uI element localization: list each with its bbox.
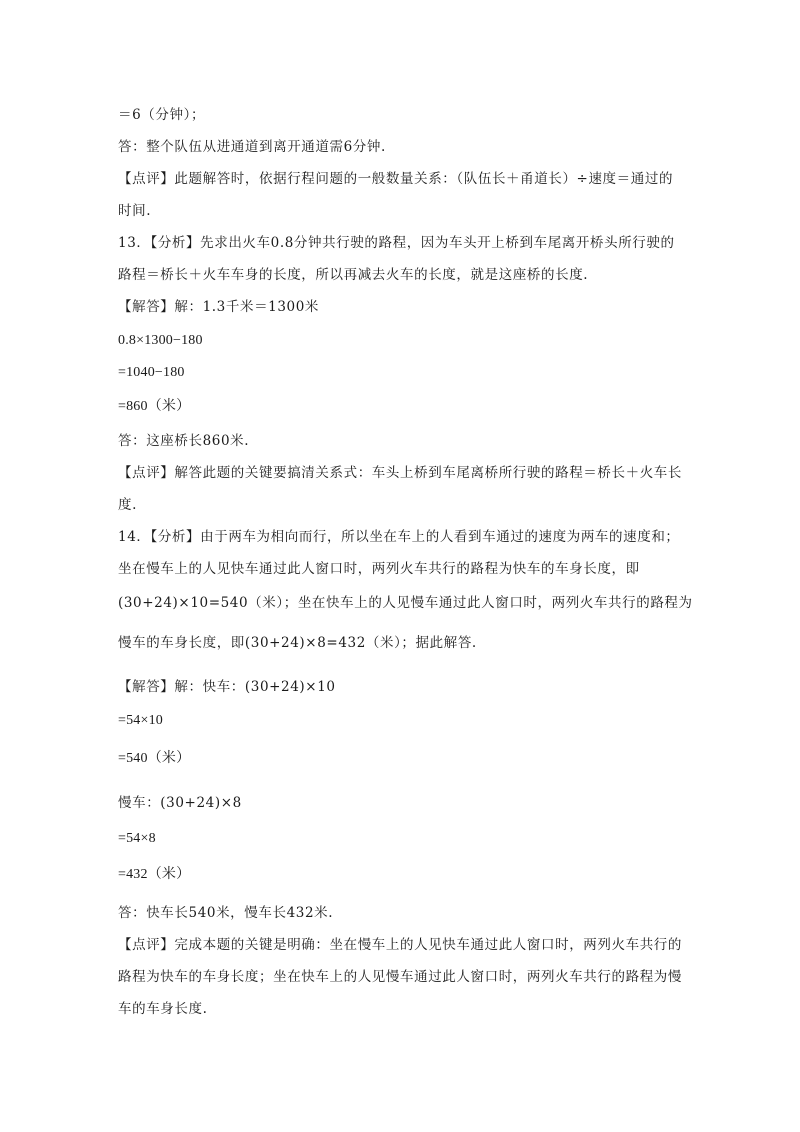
text-line: 路程为快车的车身长度；坐在快车上的人见慢车通过此人窗口时，两列火车共行的路程为慢 (118, 969, 682, 985)
equation-line: =54×8 (118, 831, 156, 846)
equation-line: =54×10 (118, 713, 163, 728)
text-line: 路程＝桥长＋火车车身的长度，所以再减去火车的长度，就是这座桥的长度. (118, 267, 589, 283)
text-line: 【点评】解答此题的关键要搞清关系式：车头上桥到车尾离桥所行驶的路程＝桥长＋火车长 (118, 465, 682, 481)
text-line: 【点评】完成本题的关键是明确：坐在慢车上的人见快车通过此人窗口时，两列火车共行的 (118, 937, 682, 953)
equation-line: =1040−180 (118, 365, 185, 380)
equation-line: =432（米） (118, 867, 191, 882)
text-line: 答：这座桥长860米. (118, 433, 250, 449)
text-line: 慢车的车身长度，即(30+24)×8=432（米）；据此解答. (118, 635, 477, 651)
equation-line: 0.8×1300−180 (118, 333, 203, 348)
text-line: (30+24)×10=540（米）；坐在快车上的人见慢车通过此人窗口时，两列火车共行的路程为 (118, 595, 693, 611)
text-line: 答：整个队伍从进通道到离开通道需6分钟. (118, 139, 386, 155)
equation-line: =860（米） (118, 399, 191, 414)
text-line: 13．【分析】先求出火车0.8分钟共行驶的路程，因为车头开上桥到车尾离开桥头所行驶的 (118, 235, 675, 251)
equation-line: =540（米） (118, 751, 191, 766)
text-line: 度. (118, 497, 137, 513)
text-line: 时间. (118, 203, 152, 219)
text-line: ＝6（分钟）； (118, 107, 206, 123)
text-line: 慢车：(30+24)×8 (118, 795, 242, 811)
text-line: 【点评】此题解答时，依据行程问题的一般数量关系：（队伍长＋甬道长）÷速度＝通过的 (118, 171, 674, 187)
text-line: 14．【分析】由于两车为相向而行，所以坐在车上的人看到车通过的速度为两车的速度和； (118, 529, 680, 545)
text-line: 答：快车长540米，慢车长432米. (118, 905, 334, 921)
text-line: 坐在慢车上的人见快车通过此人窗口时，两列火车共行的路程为快车的车身长度，即 (118, 561, 640, 577)
text-line: 【解答】解：快车：(30+24)×10 (118, 679, 336, 695)
text-line: 车的车身长度. (118, 1001, 208, 1017)
text-line: 【解答】解：1.3千米＝1300米 (118, 299, 320, 315)
